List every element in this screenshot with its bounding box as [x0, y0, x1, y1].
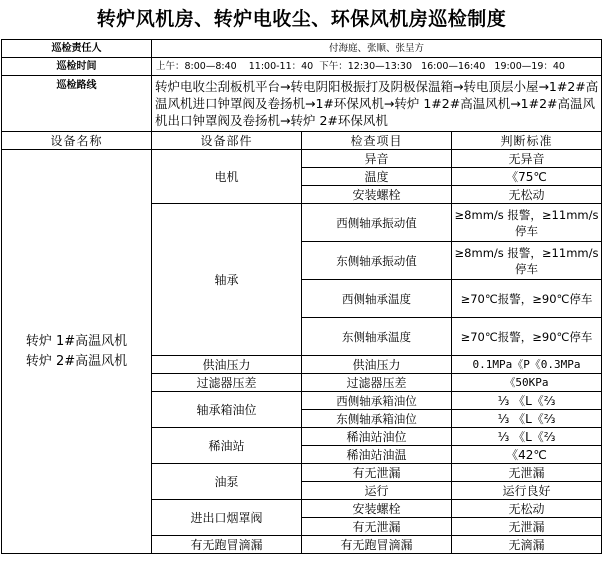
part-filter: 过滤器压差 — [152, 374, 302, 392]
check-item: 西侧轴承振动值 — [302, 204, 452, 242]
route-value: 转炉电收尘刮板机平台→转电阴阳极振打及阴极保温箱→转电顶层小屋→1#2#高温风机进口钟罩阀及卷扬机→1#环保风机→转炉 1#2#高温风机→1#2#高温风机出口钟罩阀及卷扬机→转炉 2#环保风机 — [152, 76, 602, 132]
check-item: 稀油站油位 — [302, 428, 452, 446]
criteria-cell: 无松动 — [452, 500, 602, 518]
time-row — [2, 58, 602, 76]
criteria-cell: 无泄漏 — [452, 464, 602, 482]
device-name-cell — [2, 150, 152, 554]
part-bearing-box: 轴承箱油位 — [152, 392, 302, 428]
check-item: 异音 — [302, 150, 452, 168]
check-item: 供油压力 — [302, 356, 452, 374]
part-motor: 电机 — [152, 150, 302, 204]
part-valve: 进出口烟罩阀 — [152, 500, 302, 536]
criteria-cell: ≥8mm/s 报警，≥11mm/s 停车 — [452, 242, 602, 280]
check-item: 安装螺栓 — [302, 500, 452, 518]
check-item: 东侧轴承箱油位 — [302, 410, 452, 428]
part-thin-oil: 稀油站 — [152, 428, 302, 464]
part-leak: 有无跑冒滴漏 — [152, 536, 302, 554]
check-item: 运行 — [302, 482, 452, 500]
responsible-row — [2, 40, 602, 58]
criteria-cell: 无松动 — [452, 186, 602, 204]
header-device-part: 设备部件 — [152, 132, 302, 150]
check-item: 有无泄漏 — [302, 518, 452, 536]
criteria-cell: ⅓ 《L《⅔ — [452, 410, 602, 428]
criteria-cell: ≥8mm/s 报警，≥11mm/s 停车 — [452, 204, 602, 242]
criteria-cell: 《50KPa — [452, 374, 602, 392]
check-item: 东侧轴承振动值 — [302, 242, 452, 280]
part-oil-pressure: 供油压力 — [152, 356, 302, 374]
header-row — [2, 132, 602, 150]
criteria-cell: 运行良好 — [452, 482, 602, 500]
time-value: 上午：8:00—8:40 11:00-11：40 下午：12:30—13:30 16:00—16:40 19:00—19：40 — [152, 58, 602, 76]
check-item: 西侧轴承箱油位 — [302, 392, 452, 410]
device-name-line: 转炉 2#高温风机 — [25, 353, 128, 369]
inspection-table — [1, 39, 602, 554]
criteria-cell: 0.1MPa《P《0.3MPa — [452, 356, 602, 374]
time-label: 巡检时间 — [2, 58, 152, 76]
responsible-value: 付海庭、张顺、张呈方 — [152, 40, 602, 58]
criteria-cell: 无滴漏 — [452, 536, 602, 554]
part-pump: 油泵 — [152, 464, 302, 500]
header-check-item: 检查项目 — [302, 132, 452, 150]
route-label: 巡检路线 — [2, 76, 152, 132]
route-row — [2, 76, 602, 132]
criteria-cell: 无泄漏 — [452, 518, 602, 536]
device-name-line: 转炉 1#高温风机 — [25, 333, 128, 349]
responsible-label: 巡检责任人 — [2, 40, 152, 58]
part-bearing: 轴承 — [152, 204, 302, 356]
check-item: 稀油站油温 — [302, 446, 452, 464]
criteria-cell: 《42℃ — [452, 446, 602, 464]
header-criteria: 判断标准 — [452, 132, 602, 150]
check-item: 过滤器压差 — [302, 374, 452, 392]
criteria-cell: ⅓ 《L《⅔ — [452, 392, 602, 410]
check-item: 温度 — [302, 168, 452, 186]
criteria-cell: 无异音 — [452, 150, 602, 168]
check-item: 安装螺栓 — [302, 186, 452, 204]
check-item: 西侧轴承温度 — [302, 280, 452, 318]
criteria-cell: ≥70℃报警，≥90℃停车 — [452, 318, 602, 356]
page-title: 转炉风机房、转炉电收尘、环保风机房巡检制度 — [96, 8, 507, 30]
check-item: 东侧轴承温度 — [302, 318, 452, 356]
table-row — [2, 150, 602, 168]
check-item: 有无泄漏 — [302, 464, 452, 482]
check-item: 有无跑冒滴漏 — [302, 536, 452, 554]
criteria-cell: ≥70℃报警，≥90℃停车 — [452, 280, 602, 318]
criteria-cell: ⅓ 《L《⅔ — [452, 428, 602, 446]
header-device-name: 设备名称 — [2, 132, 152, 150]
criteria-cell: 《75℃ — [452, 168, 602, 186]
